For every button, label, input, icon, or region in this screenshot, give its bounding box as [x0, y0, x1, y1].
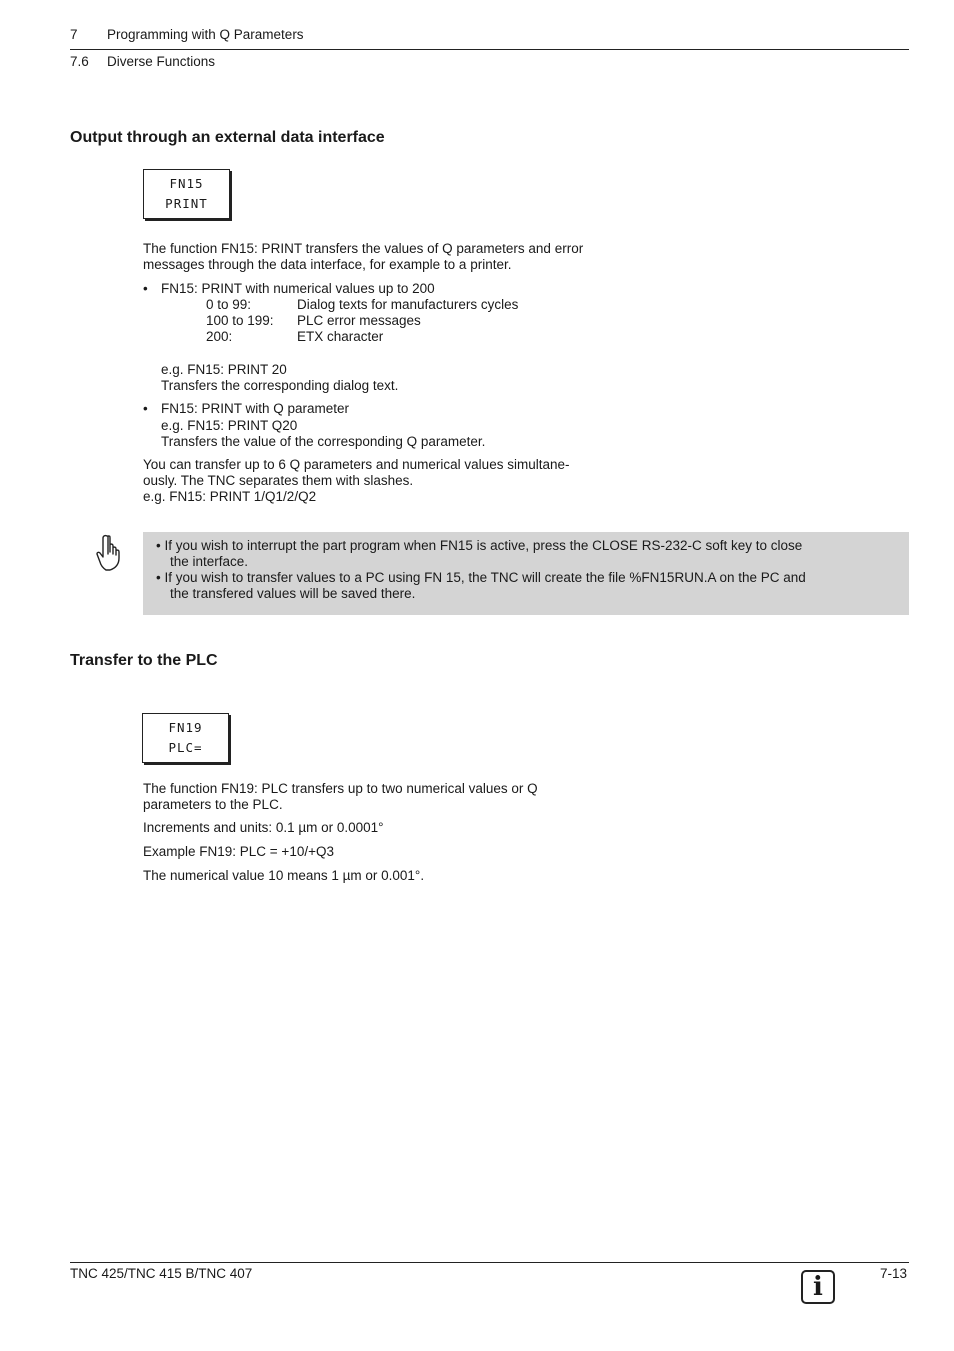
- table-row: 200: ETX character: [206, 329, 384, 344]
- table-row: 100 to 199: PLC error messages: [206, 313, 421, 328]
- hand-pointer-icon: [94, 534, 126, 574]
- transfer-paragraph: You can transfer up to 6 Q parameters and numerical values simultane- ously. The TNC separates them with slashes. e.g. FN15: PRINT 1/Q1/2/Q2: [143, 457, 570, 504]
- header-rule: [70, 49, 909, 50]
- value-range-table: [206, 297, 518, 345]
- softkey-line2: PLC=: [168, 740, 203, 755]
- section-title: Diverse Functions: [107, 54, 216, 69]
- numerical-meaning-text: The numerical value 10 means 1 µm or 0.001°.: [143, 868, 425, 883]
- section-heading-plc: Transfer to the PLC: [70, 652, 218, 669]
- fn19-plc-softkey[interactable]: [142, 713, 229, 763]
- plc-intro-paragraph: The function FN19: PLC transfers up to two numerical values or Q parameters to the PLC.: [143, 781, 538, 812]
- softkey-line2: PRINT: [165, 196, 208, 211]
- section-heading-output: Output through an external data interface: [70, 129, 385, 146]
- chapter-title: Programming with Q Parameters: [107, 27, 304, 42]
- note-line: • If you wish to interrupt the part program when FN15 is active, press the CLOSE RS-232-C soft key to close: [156, 538, 803, 553]
- note-line: • If you wish to transfer values to a PC using FN 15, the TNC will create the file %FN15RUN.A on the PC and: [156, 570, 806, 585]
- softkey-line1: FN15: [169, 176, 204, 191]
- info-icon: i: [801, 1270, 835, 1304]
- section-number: 7.6: [70, 54, 89, 69]
- footer-models: TNC 425/TNC 415 B/TNC 407: [70, 1266, 253, 1281]
- example-numeric: e.g. FN15: PRINT 20 Transfers the corresponding dialog text.: [161, 362, 399, 393]
- footer-rule: [70, 1262, 909, 1263]
- chapter-number: 7: [70, 27, 78, 42]
- softkey-line1: FN19: [168, 720, 203, 735]
- note-box: [143, 532, 909, 615]
- note-line: the interface.: [170, 554, 249, 569]
- fn15-print-softkey[interactable]: [143, 169, 230, 219]
- note-line: the transfered values will be saved there.: [170, 586, 416, 601]
- example-q-parameter: e.g. FN15: PRINT Q20 Transfers the value of the corresponding Q parameter.: [161, 418, 486, 449]
- plc-example-text: Example FN19: PLC = +10/+Q3: [143, 844, 334, 859]
- table-row: 0 to 99: Dialog texts for manufacturers cycles: [206, 297, 519, 312]
- footer-page-number: 7-13: [880, 1266, 908, 1281]
- intro-paragraph: The function FN15: PRINT transfers the values of Q parameters and error messages through the data interface, for example to a printer.: [143, 241, 584, 272]
- increments-text: Increments and units: 0.1 µm or 0.0001°: [143, 820, 384, 835]
